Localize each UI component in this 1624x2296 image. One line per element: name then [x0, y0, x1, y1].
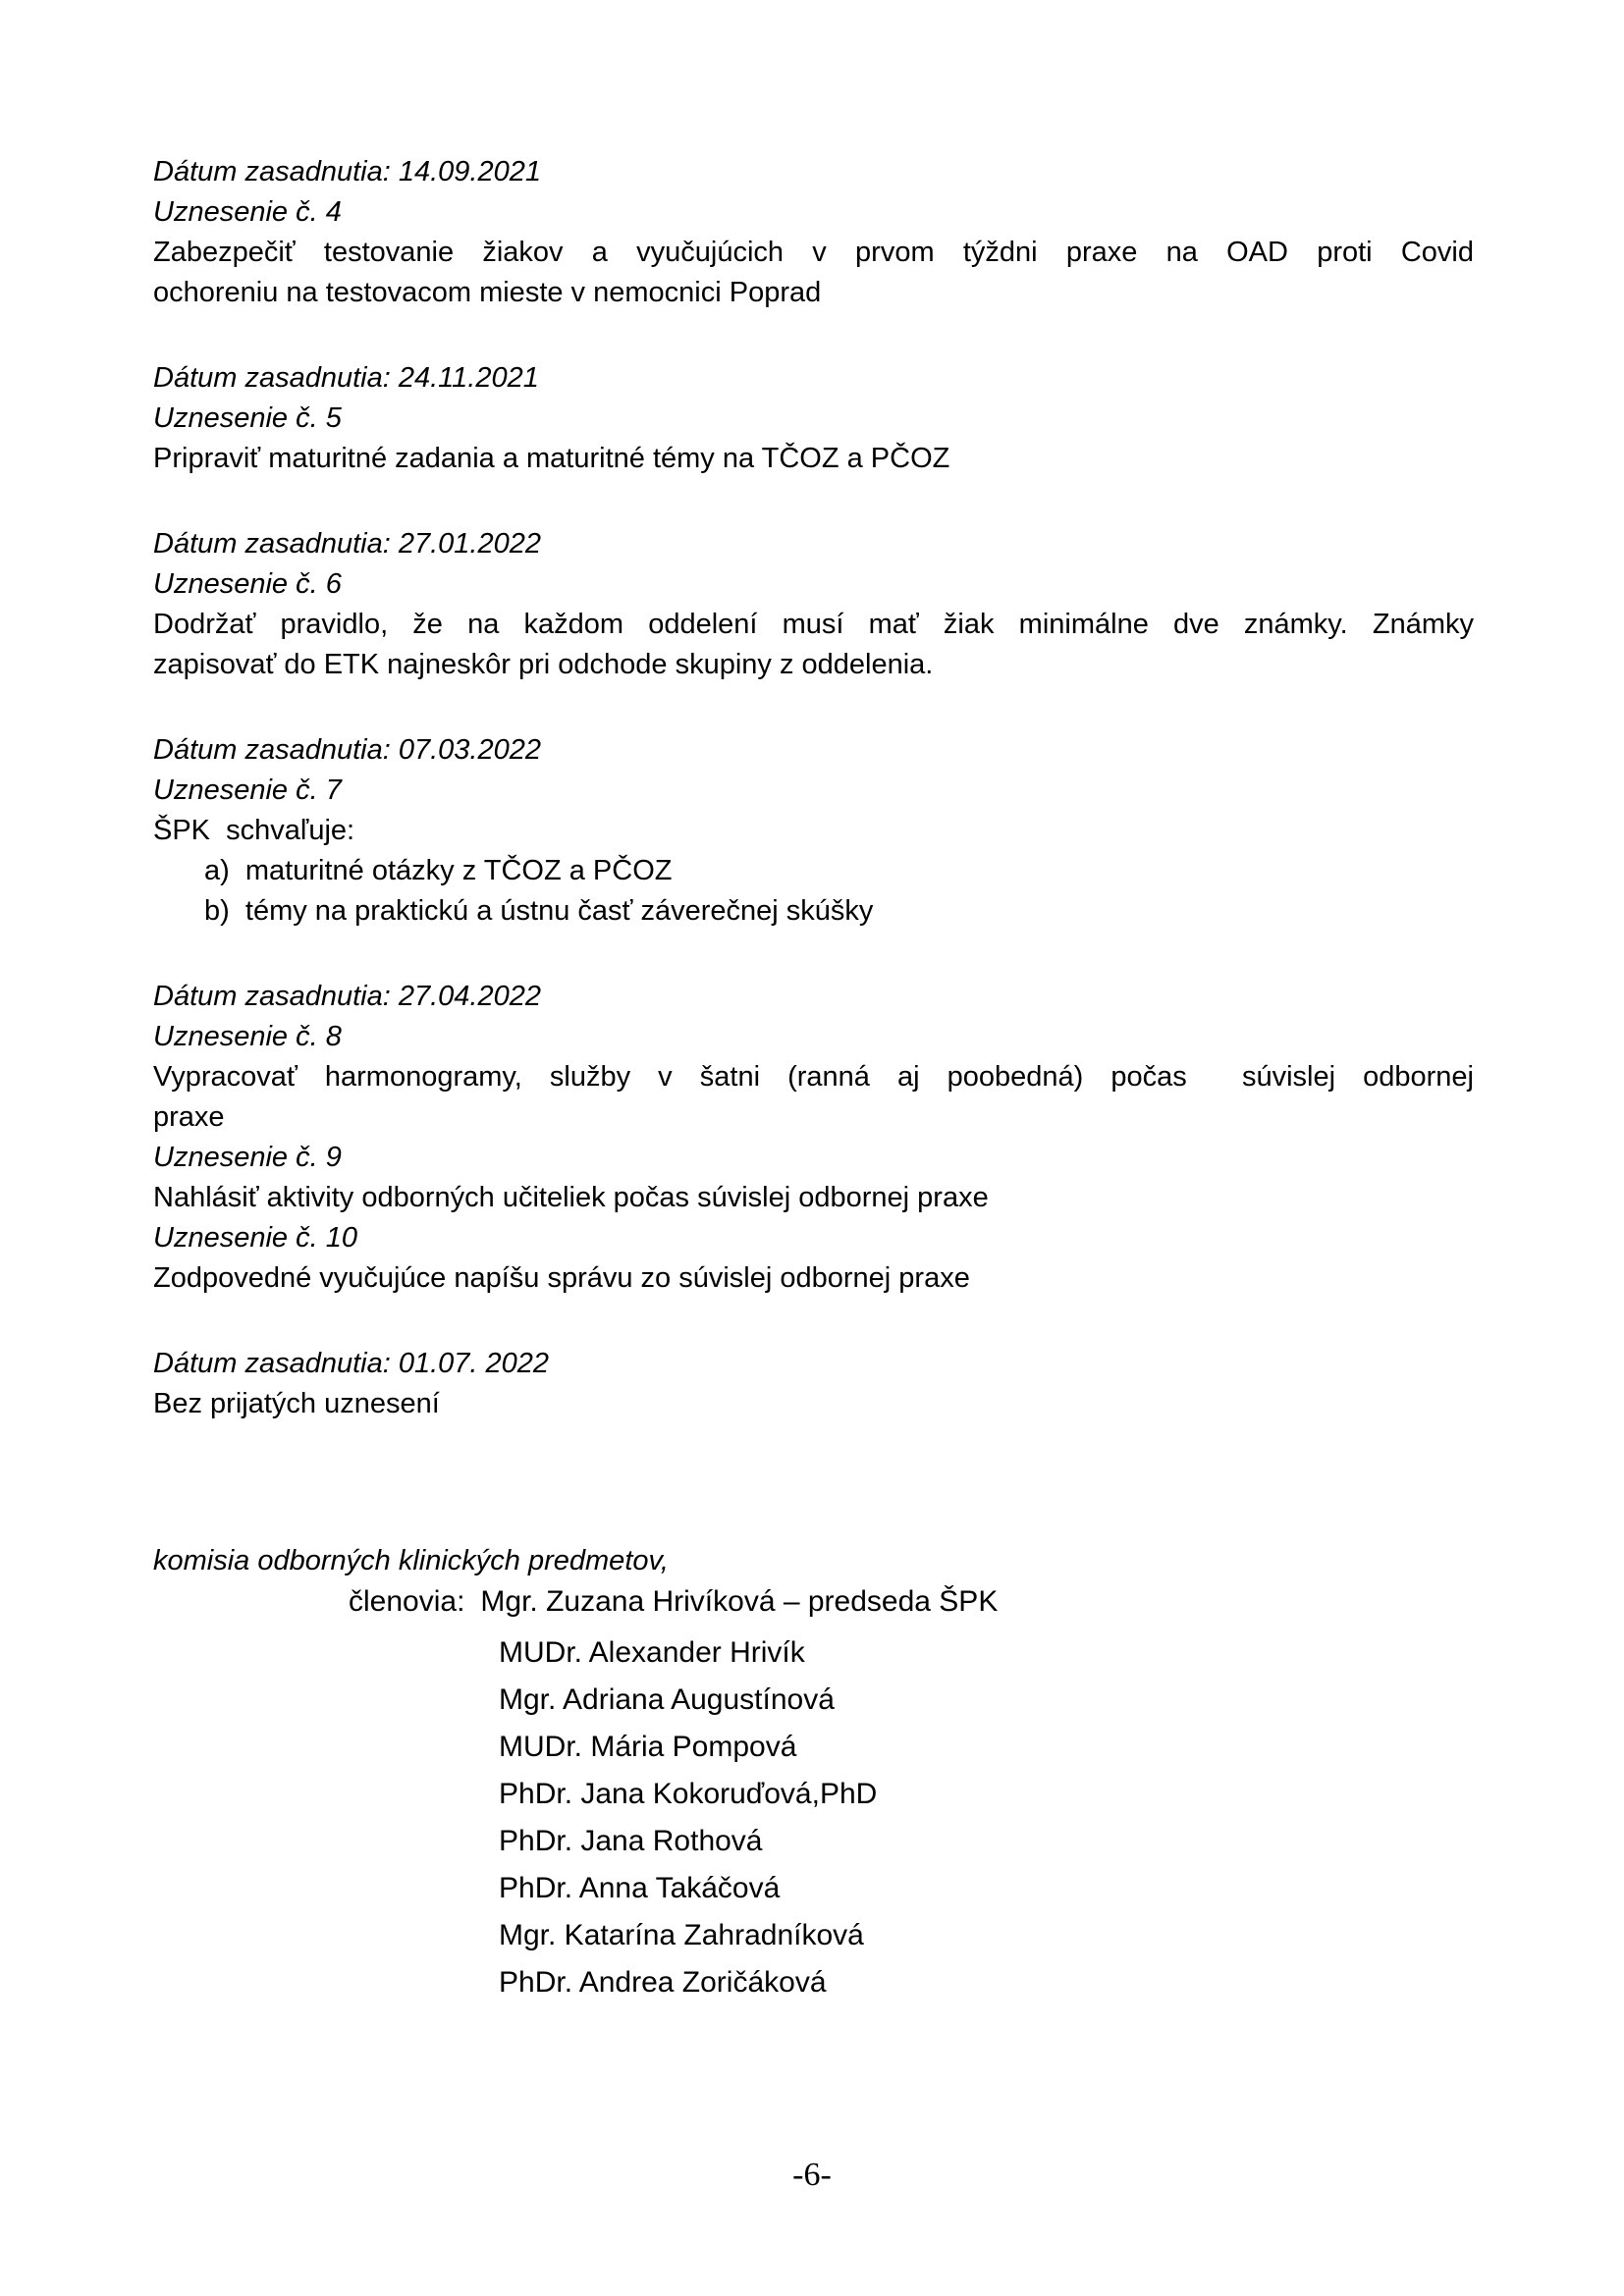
resolution-heading: Uznesenie č. 7	[153, 774, 342, 806]
commission-member: Mgr. Katarína Zahradníková	[499, 1919, 864, 1951]
commission-member: MUDr. Alexander Hrivík	[499, 1636, 805, 1669]
meeting-date-line: Dátum zasadnutia: 14.09.2021	[153, 156, 541, 187]
resolution-body-line: zapisovať do ETK najneskôr pri odchode skupiny z oddelenia.	[153, 649, 934, 680]
meeting-date-line: Dátum zasadnutia: 07.03.2022	[153, 734, 541, 766]
resolution-body-line: praxe	[153, 1101, 225, 1133]
resolution-body-line: ŠPK schvaľuje:	[153, 815, 355, 846]
page-number: -6-	[792, 2157, 832, 2193]
resolution-body-line: Zodpovedné vyučujúce napíšu správu zo súvislej odbornej praxe	[153, 1262, 970, 1294]
commission-chair: Mgr. Zuzana Hrivíková – predseda ŠPK	[480, 1585, 999, 1618]
meeting-section-1	[153, 152, 1474, 313]
meeting-section-6	[153, 1344, 1474, 1424]
meeting-section-2	[153, 358, 1474, 479]
commission-block	[153, 1541, 1474, 2006]
commission-member: Mgr. Adriana Augustínová	[499, 1683, 835, 1716]
meeting-date-line: Dátum zasadnutia: 01.07. 2022	[153, 1348, 550, 1379]
resolution-body-line: Vypracovať harmonogramy, služby v šatni (ranná aj poobedná) počas súvislej odbornej	[153, 1061, 1474, 1093]
resolution-list-item-b: b) témy na praktickú a ústnu časť záverečnej skúšky	[204, 895, 874, 927]
resolution-body-line: Bez prijatých uznesení	[153, 1388, 440, 1419]
commission-member: MUDr. Mária Pompová	[499, 1731, 797, 1763]
page-content	[153, 152, 1474, 2006]
resolution-body-line: Dodržať pravidlo, že na každom oddelení musí mať žiak minimálne dve známky. Známky	[153, 609, 1474, 640]
resolution-heading: Uznesenie č. 6	[153, 568, 342, 600]
meeting-section-4	[153, 730, 1474, 932]
commission-member: PhDr. Anna Takáčová	[499, 1872, 781, 1904]
resolution-body-line: ochoreniu na testovacom mieste v nemocnici Poprad	[153, 277, 822, 308]
members-label: členovia:	[349, 1585, 465, 1618]
meeting-date-line: Dátum zasadnutia: 24.11.2021	[153, 362, 539, 394]
resolution-body-line: Pripraviť maturitné zadania a maturitné témy na TČOZ a PČOZ	[153, 443, 950, 474]
commission-members-intro	[153, 1581, 1474, 1622]
meeting-section-5	[153, 977, 1474, 1299]
resolution-heading: Uznesenie č. 5	[153, 402, 342, 434]
commission-member: PhDr. Jana Rothová	[499, 1825, 763, 1857]
commission-member-list	[153, 1629, 1474, 2006]
resolution-body-line: Zabezpečiť testovanie žiakov a vyučujúcich v prvom týždni praxe na OAD proti Covid	[153, 237, 1474, 268]
meeting-section-3	[153, 524, 1474, 685]
resolution-list-item-a: a) maturitné otázky z TČOZ a PČOZ	[204, 855, 673, 886]
resolution-heading: Uznesenie č. 10	[153, 1222, 357, 1254]
commission-member: PhDr. Andrea Zoričáková	[499, 1966, 827, 1999]
resolution-body-line: Nahlásiť aktivity odborných učiteliek počas súvislej odbornej praxe	[153, 1182, 989, 1213]
resolution-heading: Uznesenie č. 8	[153, 1021, 342, 1052]
meeting-date-line: Dátum zasadnutia: 27.01.2022	[153, 528, 541, 560]
resolution-heading: Uznesenie č. 4	[153, 196, 342, 228]
resolution-heading: Uznesenie č. 9	[153, 1142, 342, 1173]
meeting-date-line: Dátum zasadnutia: 27.04.2022	[153, 981, 541, 1012]
commission-member: PhDr. Jana Kokoruďová,PhD	[499, 1778, 878, 1810]
commission-title: komisia odborných klinických predmetov,	[153, 1545, 669, 1576]
